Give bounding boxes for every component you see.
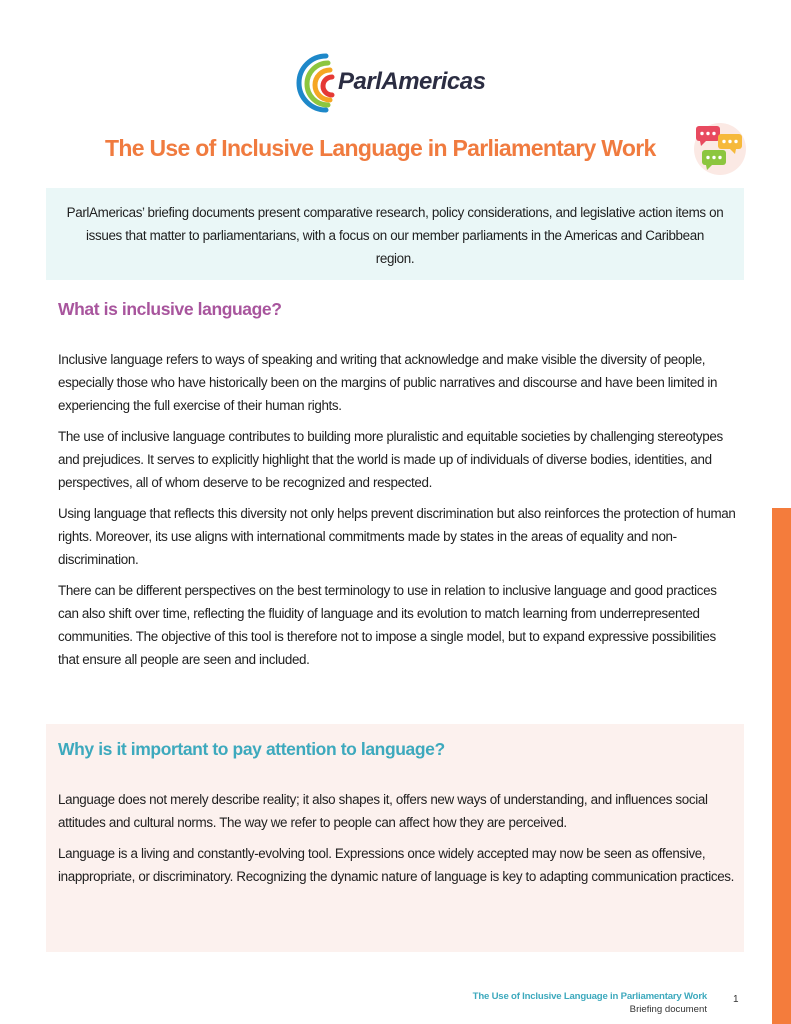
intro-text: ParlAmericas’ briefing documents present comparative research, policy considerations, and legislative action items on issues that matter to parliamentarians, with a focus on our member parliaments in the Americas and Caribbean region. xyxy=(66,205,724,266)
paragraph: The use of inclusive language contributes to building more pluralistic and equitable societies by challenging stereotypes and prejudices. It serves to explicitly highlight that the world is made up of individuals of diverse bodies, identities, and perspectives, all of whom deserve to be recognized and respected. xyxy=(58,429,723,490)
paragraph: Language does not merely describe reality; it also shapes it, offers new ways of understanding, and influences social attitudes and cultural norms. The way we refer to people can affect how they are perceived. xyxy=(58,792,708,830)
paragraph: Inclusive language refers to ways of speaking and writing that acknowledge and make visible the diversity of people, especially those who have historically been on the margins of public narratives and discourse and have been limited in experiencing the full exercise of their human rights. xyxy=(58,352,718,413)
section-heading-what: What is inclusive language? xyxy=(58,299,282,319)
intro-box xyxy=(46,188,744,280)
section-why-body xyxy=(58,788,738,896)
footer-subtitle: Briefing document xyxy=(629,1004,707,1015)
paragraph: Language is a living and constantly-evolving tool. Expressions once widely accepted may now be seen as offensive, inappropriate, or discriminatory. Recognizing the dynamic nature of language is key to adapting communication practices. xyxy=(58,846,735,884)
document-title: The Use of Inclusive Language in Parliamentary Work xyxy=(105,135,656,161)
chat-bubbles-icon xyxy=(690,120,748,176)
footer-title: The Use of Inclusive Language in Parliamentary Work xyxy=(472,991,707,1002)
section-heading-why: Why is it important to pay attention to language? xyxy=(58,739,445,759)
paragraph: Using language that reflects this diversity not only helps prevent discrimination but also reinforces the protection of human rights. Moreover, its use aligns with international commitments made by states in the areas of equality and non-discrimination. xyxy=(58,506,736,567)
section-what-body xyxy=(58,348,738,679)
parlamericas-logo xyxy=(286,50,511,116)
orange-side-bar xyxy=(772,508,791,1024)
page-number: 1 xyxy=(733,994,739,1005)
paragraph: There can be different perspectives on the best terminology to use in relation to inclusive language and good practices can also shift over time, reflecting the fluidity of language and its evolution to match learning from underrepresented communities. The objective of this tool is therefore not to impose a single model, but to expand expressive possibilities that ensure all people are seen and included. xyxy=(58,583,717,667)
logo-text: ParlAmericas xyxy=(338,68,486,95)
